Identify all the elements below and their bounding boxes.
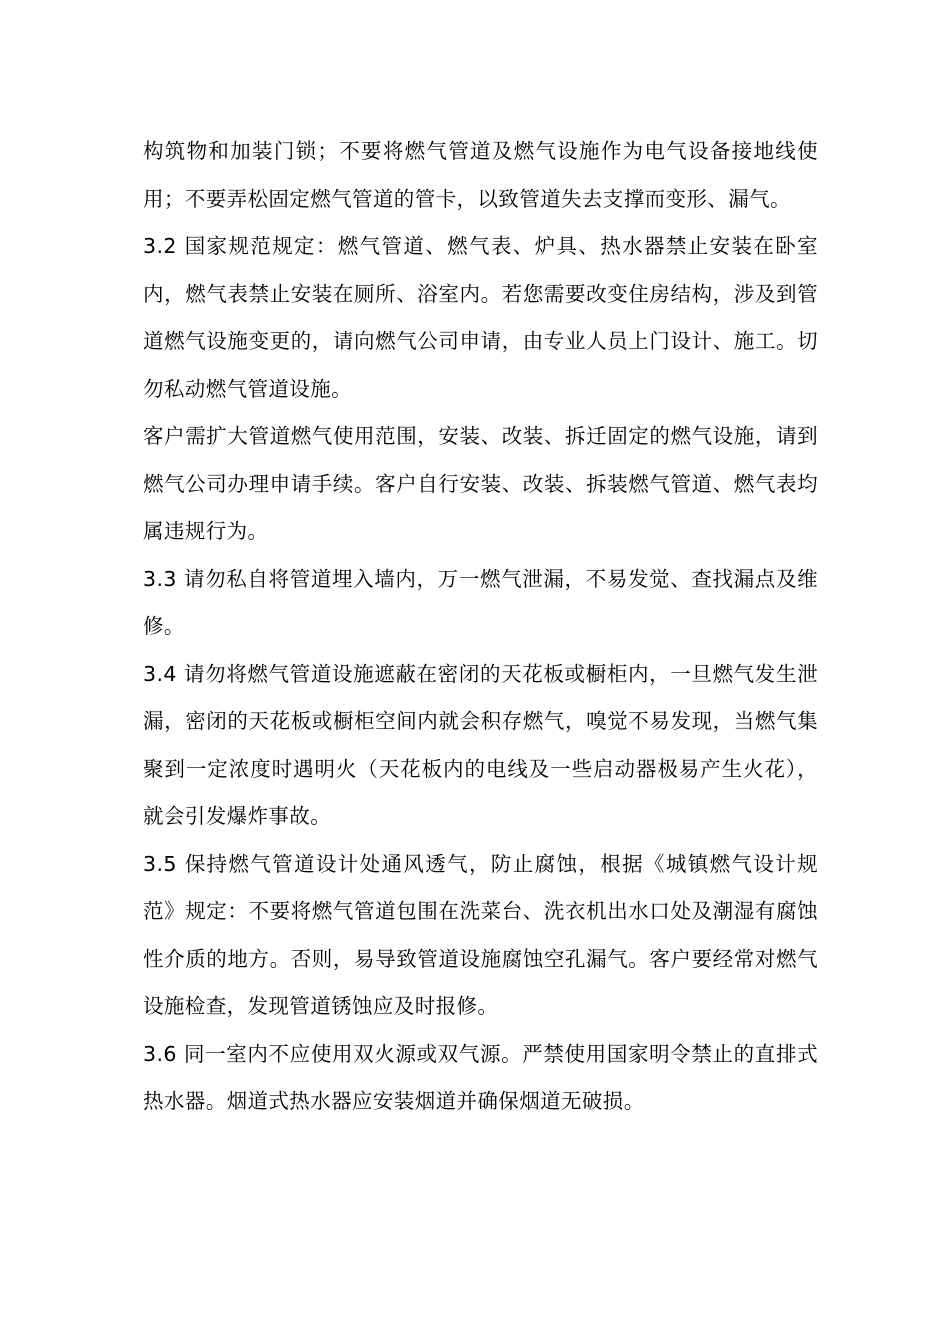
paragraph-continuation: 构筑物和加装门锁；不要将燃气管道及燃气设施作为电气设备接地线使用；不要弄松固定燃气管道的管卡，以致管道失去支撑而变形、漏气。 xyxy=(143,139,818,211)
paragraph-3-6: 3.6 同一室内不应使用双火源或双气源。严禁使用国家明令禁止的直排式热水器。烟道式热水器应安装烟道并确保烟道无破损。 xyxy=(143,1041,818,1113)
paragraph-3-3: 3.3 请勿私自将管道埋入墙内，万一燃气泄漏，不易发觉、查找漏点及维修。 xyxy=(143,566,818,638)
paragraph-customer-expansion: 客户需扩大管道燃气使用范围，安装、改装、拆迁固定的燃气设施，请到燃气公司办理申请手续。客户自行安装、改装、拆装燃气管道、燃气表均属违规行为。 xyxy=(143,424,818,543)
paragraph-3-4: 3.4 请勿将燃气管道设施遮蔽在密闭的天花板或橱柜内，一旦燃气发生泄漏，密闭的天花板或橱柜空间内就会积存燃气，嗅觉不易发现，当燃气集聚到一定浓度时遇明火（天花板内的电线及一些启动器极易产生火花），就会引发爆炸事故。 xyxy=(143,661,818,828)
document-body xyxy=(143,128,818,1126)
paragraph-3-2: 3.2 国家规范规定：燃气管道、燃气表、炉具、热水器禁止安装在卧室内，燃气表禁止安装在厕所、浴室内。若您需要改变住房结构，涉及到管道燃气设施变更的，请向燃气公司申请，由专业人员上门设计、施工。切勿私动燃气管道设施。 xyxy=(143,234,818,401)
paragraph-3-5: 3.5 保持燃气管道设计处通风透气，防止腐蚀，根据《城镇燃气设计规范》规定：不要将燃气管道包围在洗菜台、洗衣机出水口处及潮湿有腐蚀性介质的地方。否则，易导致管道设施腐蚀空孔漏气。客户要经常对燃气设施检查，发现管道锈蚀应及时报修。 xyxy=(143,851,818,1018)
